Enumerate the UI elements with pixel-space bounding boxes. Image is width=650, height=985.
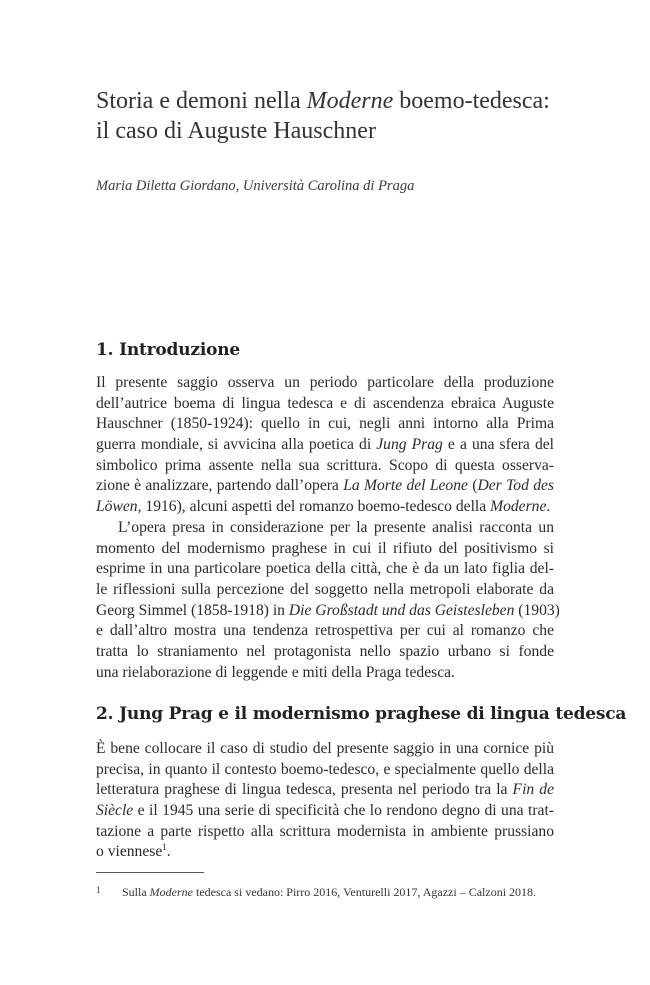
footnote-number: 1 bbox=[96, 885, 101, 895]
text-line bbox=[96, 822, 554, 843]
text-line bbox=[96, 394, 554, 415]
text-run: È bene collocare il caso di studio del presente saggio in una cornice più bbox=[96, 740, 554, 757]
italic-text: La Morte del Leone bbox=[343, 477, 468, 495]
text-line bbox=[96, 601, 560, 622]
footnote-italic: Moderne bbox=[149, 885, 193, 899]
italic-text: Löwen bbox=[96, 498, 138, 516]
text-run: Il presente saggio osserva un periodo particolare della produzione bbox=[96, 374, 554, 391]
text-run: tazione a parte rispetto alla scrittura modernista in ambiente prussiano bbox=[96, 822, 554, 840]
italic-text: Moderne bbox=[490, 498, 547, 516]
text-line bbox=[96, 780, 554, 801]
italic-text: Fin de bbox=[512, 781, 554, 799]
text-line bbox=[96, 497, 554, 518]
title-italic: Moderne bbox=[306, 88, 394, 114]
text-run: L’opera presa in considerazione per la presente analisi racconta un bbox=[118, 518, 554, 536]
text-line bbox=[96, 414, 554, 435]
text-run: momento del modernismo praghese in cui il rifiuto del positivismo si bbox=[96, 539, 554, 557]
text-run: (1903) bbox=[514, 601, 560, 619]
italic-text: Siècle bbox=[96, 802, 134, 820]
text-run: esprime in una particolare poetica della città, che è da un lato figlia del- bbox=[96, 560, 554, 578]
section-1-body bbox=[96, 373, 560, 683]
text-line bbox=[96, 476, 554, 497]
text-line bbox=[96, 456, 554, 477]
text-run: dell’autrice boema di lingua tedesca e di ascendenza ebraica Auguste bbox=[96, 394, 554, 412]
title-line-2: il caso di Auguste Hauschner bbox=[96, 118, 376, 144]
italic-text: Der Tod des bbox=[477, 477, 555, 495]
section-heading-1: 1. Introduzione bbox=[96, 340, 240, 360]
text-run: zione è analizzare, partendo dall’opera bbox=[96, 477, 344, 495]
text-run: una rielaborazione di leggende e miti della Praga tedesca. bbox=[96, 663, 455, 681]
text-line bbox=[96, 435, 554, 456]
text-run: e il 1945 una serie di specificità che lo rendono degno di una trat- bbox=[133, 802, 554, 820]
text-run: tratta lo straniamento nel protagonista nello spazio urbano si fonde bbox=[96, 642, 554, 660]
text-run: simbolico prima assente nella sua scrittura. Scopo di questa osserva- bbox=[96, 456, 554, 474]
text-line bbox=[96, 539, 554, 560]
text-line bbox=[96, 373, 554, 394]
text-run: Hauschner (1850-1924): quello in cui, negli anni intorno alla Prima bbox=[96, 415, 554, 433]
footnote bbox=[96, 885, 556, 900]
text-line bbox=[96, 621, 554, 642]
italic-text: Jung Prag bbox=[376, 436, 443, 454]
text-run: le riflessioni sulla percezione del soggetto nella metropoli elaborate da bbox=[96, 580, 554, 598]
article-title bbox=[96, 86, 576, 146]
footnote-text: tedesca si vedano: Pirro 2016, Venturelli 2017, Agazzi – Calzoni 2018. bbox=[193, 885, 537, 899]
title-text: boemo-tedesca: bbox=[393, 88, 550, 114]
text-run: e dall’altro mostra una tendenza retrospettiva per cui al romanzo che bbox=[96, 622, 554, 640]
footnote-text: Sulla bbox=[122, 885, 150, 899]
text-line bbox=[96, 663, 554, 684]
text-run: o viennese bbox=[96, 843, 163, 861]
footnote-ref: 1 bbox=[162, 842, 167, 853]
text-line bbox=[96, 842, 554, 863]
text-line bbox=[96, 559, 554, 580]
title-line-1 bbox=[96, 86, 576, 116]
text-run: precisa, in quanto il contesto boemo-tedesco, e specialmente quello della bbox=[96, 760, 554, 778]
text-run: . bbox=[166, 843, 171, 861]
text-run: e a una sfera del bbox=[442, 436, 554, 454]
text-line bbox=[96, 760, 554, 781]
footnote-separator bbox=[96, 872, 204, 873]
text-line bbox=[96, 801, 554, 822]
text-run: Georg Simmel (1858-1918) in bbox=[96, 601, 289, 619]
author-affiliation: Maria Diletta Giordano, Università Carolina di Praga bbox=[96, 178, 415, 194]
section-heading-2: 2. Jung Prag e il modernismo praghese di lingua tedesca bbox=[96, 704, 627, 724]
text-run: letteratura praghese di lingua tedesca, presenta nel periodo tra la bbox=[96, 781, 513, 799]
text-run: , 1916), alcuni aspetti del romanzo boemo-tedesco della bbox=[137, 498, 491, 516]
text-run: guerra mondiale, si avvicina alla poetica di bbox=[96, 436, 377, 454]
text-line bbox=[96, 739, 554, 760]
title-text: Storia e demoni nella bbox=[96, 88, 307, 114]
text-run: . bbox=[546, 498, 551, 516]
text-line bbox=[96, 518, 554, 539]
text-line bbox=[96, 642, 554, 663]
section-2-body bbox=[96, 739, 554, 863]
text-line bbox=[96, 580, 554, 601]
italic-text: Die Großstadt und das Geistesleben bbox=[288, 601, 515, 619]
text-run: ( bbox=[467, 477, 478, 495]
